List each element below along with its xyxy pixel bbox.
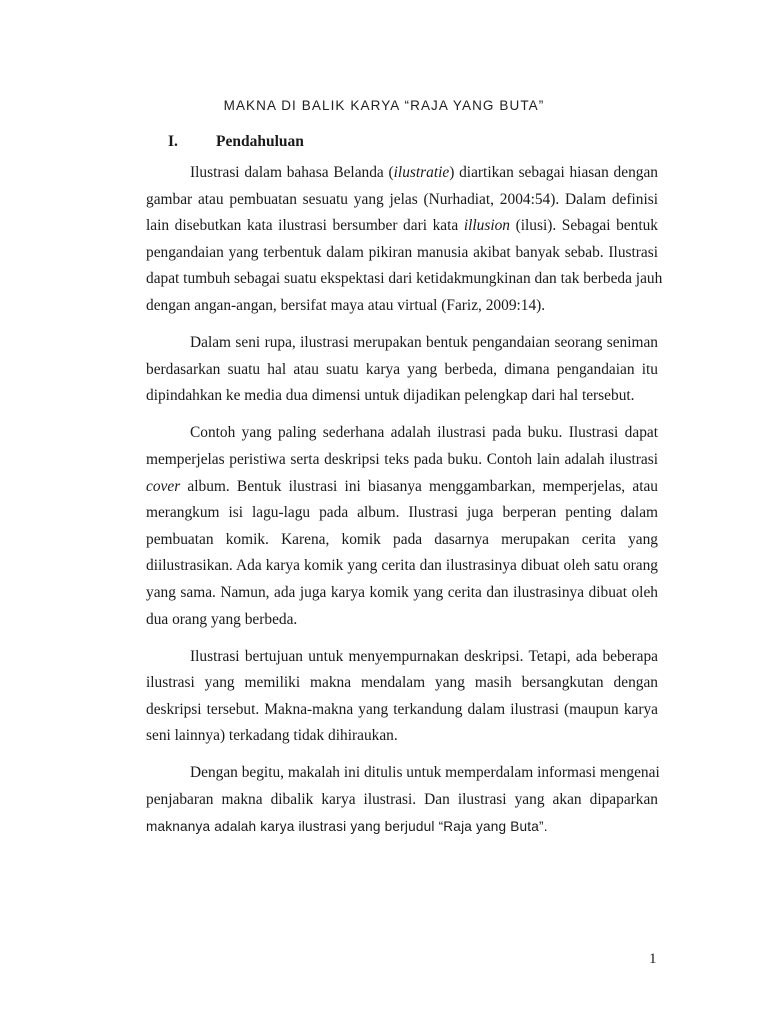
paragraph-line: gambar atau pembuatan sesuatu yang jelas (Nurhadiat, 2004:54). Dalam definisi bbox=[146, 190, 658, 208]
paragraph-line: seni lainnya) terkadang tidak dihiraukan. bbox=[146, 727, 398, 745]
paragraph-line: Ilustrasi bertujuan untuk menyempurnakan deskripsi. Tetapi, ada beberapa bbox=[190, 647, 658, 665]
paragraph-line: dua orang yang berbeda. bbox=[146, 610, 298, 628]
paragraph-line: Contoh yang paling sederhana adalah ilustrasi pada buku. Ilustrasi dapat bbox=[190, 424, 658, 442]
paragraph-line: dengan angan-angan, bersifat maya atau virtual (Fariz, 2009:14). bbox=[146, 296, 546, 314]
paragraph-line: deskripsi tersebut. Makna-makna yang terkandung dalam ilustrasi (maupun karya bbox=[146, 700, 658, 718]
paragraph-line: diilustrasikan. Ada karya komik yang cerita dan ilustrasinya dibuat oleh satu orang bbox=[146, 557, 658, 575]
paragraph-line: lain disebutkan kata ilustrasi bersumber dari kata illusion (ilusi). Sebagai bentuk bbox=[146, 217, 658, 235]
paragraph-line: pengandaian yang terbentuk dalam pikiran manusia akibat banyak sebab. Ilustrasi bbox=[146, 243, 658, 261]
paragraph-line: dapat tumbuh sebagai suatu ekspektasi dari ketidakmungkinan dan tak berbeda jauh bbox=[146, 270, 663, 288]
paragraph-line: memperjelas peristiwa serta deskripsi teks pada buku. Contoh lain adalah ilustrasi bbox=[146, 450, 658, 468]
page-number: 1 bbox=[649, 951, 657, 967]
paragraph-line: dipindahkan ke media dua dimensi untuk dijadikan pelengkap dari hal tersebut. bbox=[146, 387, 635, 405]
paragraph-2 bbox=[146, 330, 658, 410]
body-text bbox=[146, 160, 663, 851]
document-title: MAKNA DI BALIK KARYA “RAJA YANG BUTA” bbox=[223, 98, 545, 113]
italic-term-ilustratie: ilustratie bbox=[393, 164, 450, 181]
paragraph-line: cover album. Bentuk ilustrasi ini biasanya menggambarkan, memperjelas, atau bbox=[146, 477, 658, 495]
paragraph-line: pembuatan komik. Karena, komik pada dasarnya merupakan cerita yang bbox=[146, 530, 658, 548]
paragraph-line: Ilustrasi dalam bahasa Belanda (ilustratie) diartikan sebagai hiasan dengan bbox=[190, 164, 658, 181]
paragraph-line: Dalam seni rupa, ilustrasi merupakan bentuk pengandaian seorang seniman bbox=[190, 334, 658, 352]
italic-term-illusion: illusion bbox=[463, 217, 510, 235]
section-heading bbox=[168, 133, 304, 151]
italic-term-cover: cover bbox=[146, 477, 181, 495]
section-title: Pendahuluan bbox=[216, 133, 304, 150]
paragraph-3 bbox=[146, 420, 658, 633]
paragraph-line: yang sama. Namun, ada juga karya komik yang cerita dan ilustrasinya dibuat oleh bbox=[146, 583, 658, 601]
paragraph-5 bbox=[146, 760, 658, 840]
paragraph-line: Dengan begitu, makalah ini ditulis untuk memperdalam informasi mengenai bbox=[190, 764, 660, 782]
paragraph-1 bbox=[146, 160, 663, 320]
section-number: I. bbox=[168, 133, 178, 150]
paragraph-line: berdasarkan suatu hal atau suatu karya yang berbeda, dimana pengandaian itu bbox=[146, 360, 658, 378]
paragraph-line: merangkum isi lagu-lagu pada album. Ilustrasi juga berperan penting dalam bbox=[146, 504, 658, 522]
paragraph-line: maknanya adalah karya ilustrasi yang berjudul “Raja yang Buta”. bbox=[146, 818, 548, 834]
paragraph-line: ilustrasi yang memiliki makna mendalam yang masih bersangkutan dengan bbox=[146, 674, 658, 692]
paragraph-line: penjabaran makna dibalik karya ilustrasi. Dan ilustrasi yang akan dipaparkan bbox=[146, 791, 658, 809]
paragraph-4 bbox=[146, 644, 658, 750]
